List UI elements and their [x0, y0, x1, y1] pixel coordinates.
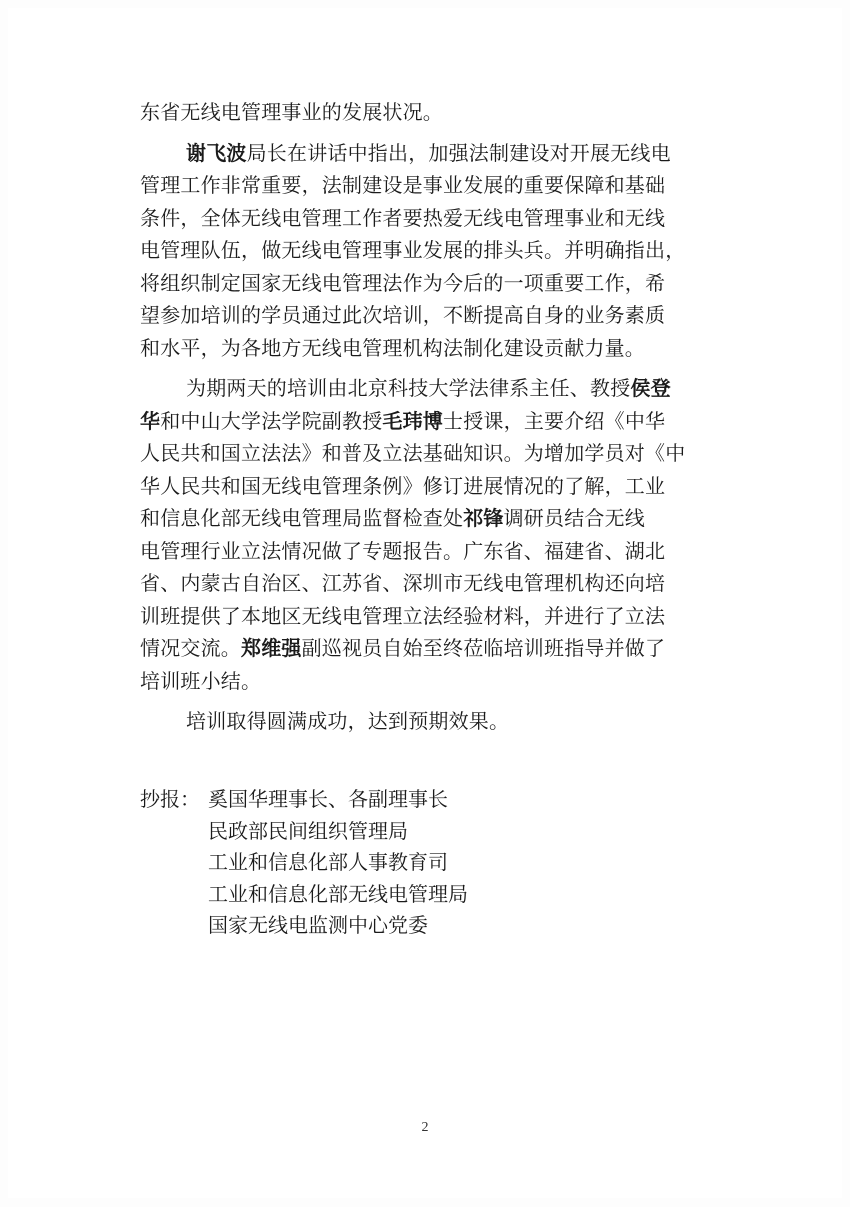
page-number: 2 — [421, 1120, 429, 1135]
cc-list — [140, 784, 740, 942]
text-span: 和信息化部无线电管理局监督检查处 — [140, 506, 464, 530]
text-line: 和水平，为各地方无线电管理机构法制化建设贡献力量。 — [140, 335, 645, 360]
paragraph-gap — [140, 129, 740, 137]
text-line: 电管理行业立法情况做了专题报告。广东省、福建省、湖北 — [140, 538, 666, 563]
text-line — [140, 502, 740, 535]
cc-line — [140, 784, 740, 816]
cc-recipient: 工业和信息化部人事教育司 — [208, 850, 448, 874]
person-name: 毛玮博 — [382, 408, 444, 433]
text-line: 培训班小结。 — [140, 668, 262, 693]
paragraph-gap — [140, 697, 740, 705]
text-span: 副巡视员自始至终莅临培训班指导并做了 — [301, 636, 666, 660]
paragraph-conclusion — [140, 705, 740, 738]
text-line: 训班提供了本地区无线电管理立法经验材料，并进行了立法 — [140, 603, 666, 628]
text-span: 局长在讲话中指出，加强法制建设对开展无线电 — [246, 140, 671, 165]
person-name: 祁锋 — [463, 506, 504, 530]
text-line — [140, 137, 740, 170]
paragraph-training — [140, 372, 740, 697]
person-name: 侯登 — [630, 376, 671, 400]
paragraph-gap — [140, 364, 740, 372]
text-line: 东省无线电管理事业的发展状况。 — [140, 100, 443, 124]
text-span: 为期两天的培训由北京科技大学法律系主任、教授 — [186, 376, 631, 400]
text-line — [140, 372, 740, 405]
paragraph-speech — [140, 137, 740, 365]
text-line: 望参加培训的学员通过此次培训，不断提高自身的业务素质 — [140, 303, 666, 327]
person-name: 华 — [140, 408, 161, 433]
text-line: 省、内蒙古自治区、江苏省、深圳市无线电管理机构还向培 — [140, 571, 666, 595]
text-line: 人民共和国立法法》和普及立法基础知识。为增加学员对《中 — [140, 441, 686, 465]
text-span: 和中山大学法学院副教授 — [160, 408, 383, 433]
cc-recipient: 奚国华理事长、各副理事长 — [208, 787, 448, 811]
text-line: 条件，全体无线电管理工作者要热爱无线电管理事业和无线 — [140, 205, 666, 230]
document-body — [140, 96, 740, 738]
text-line — [140, 632, 740, 665]
text-line: 电管理队伍，做无线电管理事业发展的排头兵。并明确指出， — [140, 238, 686, 262]
cc-label: 抄报： — [140, 787, 200, 811]
text-line — [140, 405, 740, 438]
person-name: 谢飞波 — [186, 140, 247, 165]
text-line: 管理工作非常重要，法制建设是事业发展的重要保障和基础 — [140, 173, 666, 197]
text-span: 调研员结合无线 — [503, 506, 646, 530]
text-line: 华人民共和国无线电管理条例》修订进展情况的了解，工业 — [140, 473, 666, 498]
cc-recipient: 国家无线电监测中心党委 — [208, 913, 428, 937]
cc-recipient: 民政部民间组织管理局 — [208, 818, 408, 843]
text-line: 培训取得圆满成功，达到预期效果。 — [186, 709, 510, 733]
text-line: 将组织制定国家无线电管理法作为今后的一项重要工作，希 — [140, 270, 666, 295]
text-span: 士授课，主要介绍《中华 — [443, 408, 666, 433]
paragraph-continuation — [140, 96, 740, 129]
cc-recipient: 工业和信息化部无线电管理局 — [208, 881, 468, 906]
person-name: 郑维强 — [241, 636, 302, 660]
text-span: 情况交流。 — [140, 636, 241, 660]
